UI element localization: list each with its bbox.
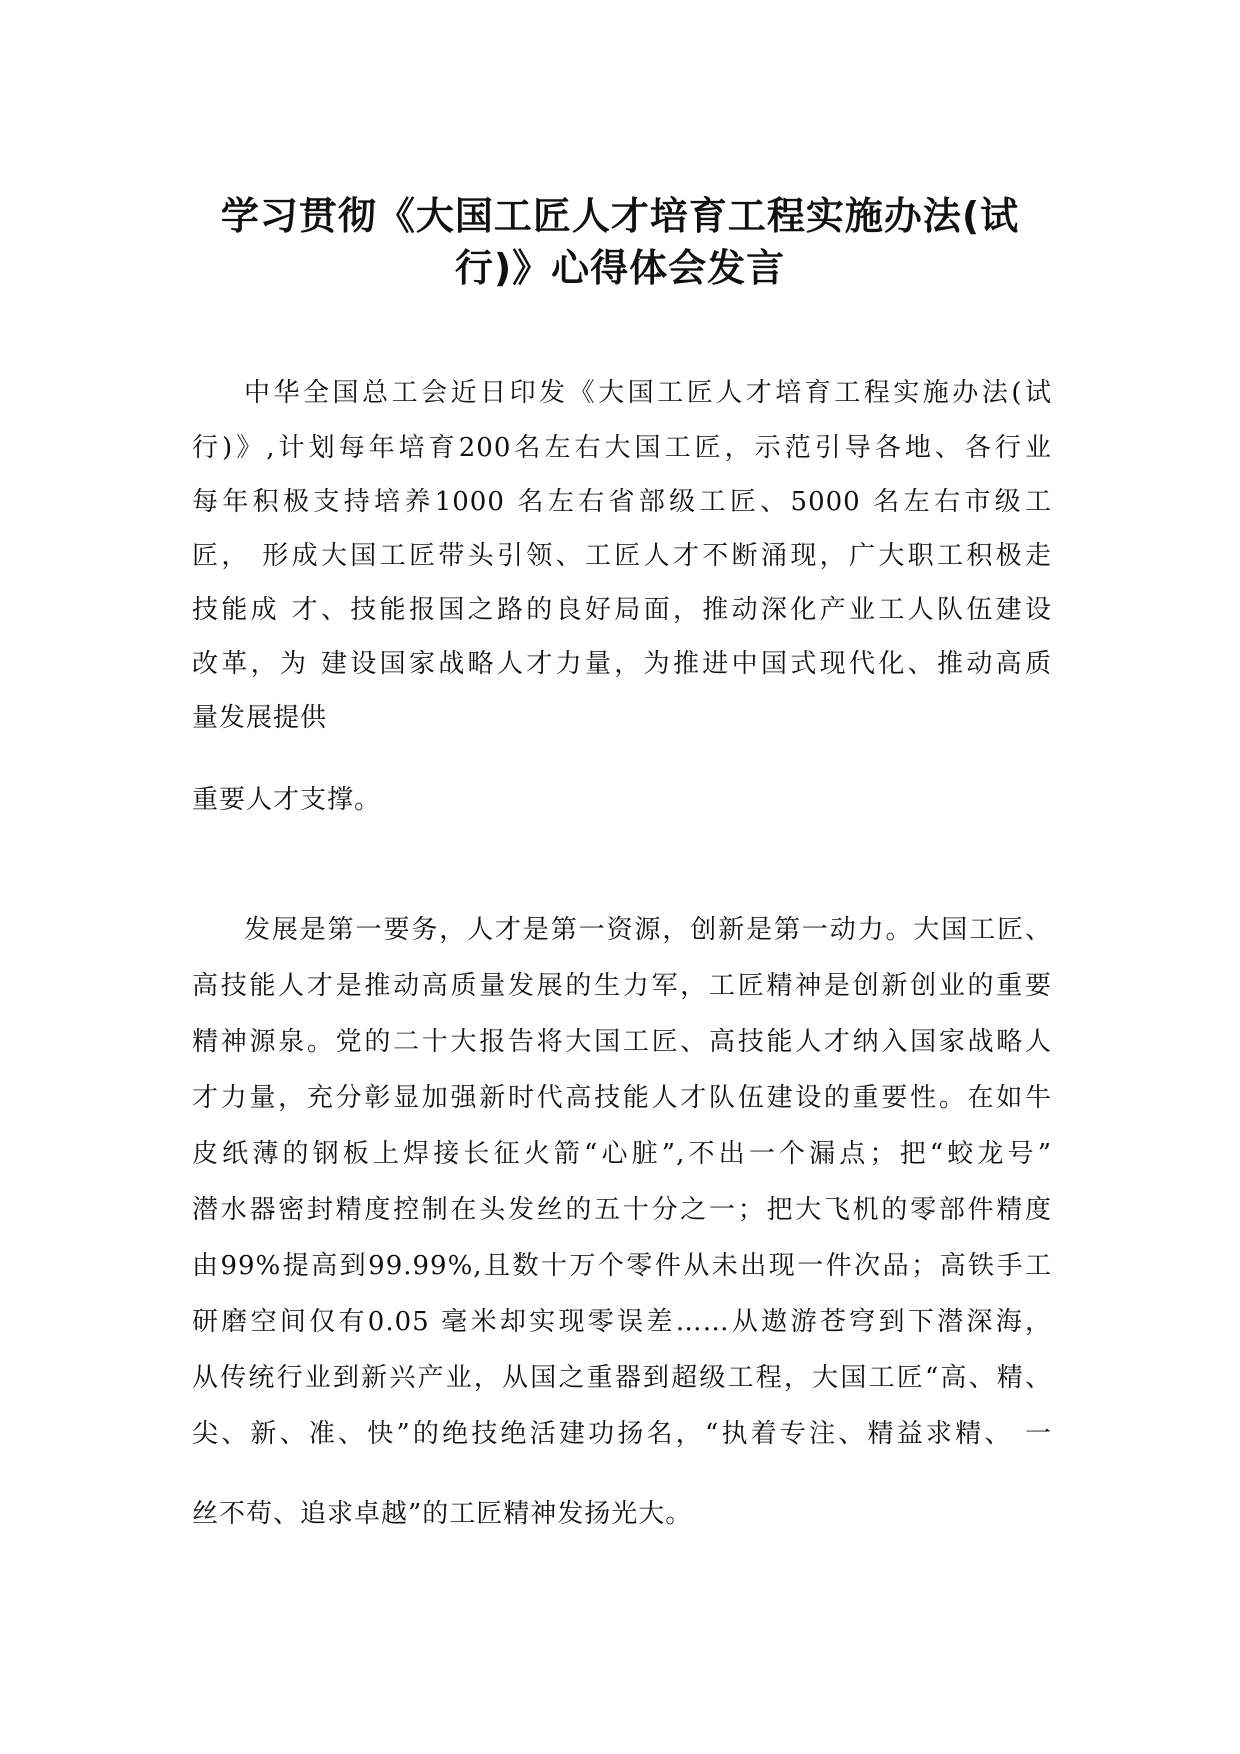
title-line-2: 行)》心得体会发言: [454, 246, 786, 290]
document-title: [200, 190, 1040, 294]
paragraph-1-line: 技能成 才、技能报国之路的良好局面，推动深化产业工人队伍建设: [192, 595, 1052, 625]
paragraph-2-line: 皮纸薄的钢板上焊接长征火箭“心脏”,不出一个漏点；把“蛟龙号”: [192, 1139, 1052, 1169]
paragraph-1-line: 匠， 形成大国工匠带头引领、工匠人才不断涌现，广大职工积极走: [192, 541, 1052, 571]
paragraph-2-line: 发展是第一要务，人才是第一资源，创新是第一动力。大国工匠、: [244, 915, 1052, 945]
paragraph-1-tail: 重要人才支撑。: [192, 785, 382, 815]
paragraph-2-line: 研磨空间仅有0.05 毫米却实现零误差……从遨游苍穹到下潜深海，: [192, 1307, 1052, 1337]
paragraph-1-line: 中华全国总工会近日印发《大国工匠人才培育工程实施办法(试: [244, 378, 1052, 408]
paragraph-1-line: 量发展提供: [192, 703, 328, 733]
paragraph-2-line: 精神源泉。党的二十大报告将大国工匠、高技能人才纳入国家战略人: [192, 1027, 1052, 1057]
paragraph-2-line: 才力量，充分彰显加强新时代高技能人才队伍建设的重要性。在如牛: [192, 1083, 1052, 1113]
paragraph-2-line: 丝不苟、追求卓越”的工匠精神发扬光大。: [192, 1499, 693, 1529]
paragraph-2-line: 潜水器密封精度控制在头发丝的五十分之一；把大飞机的零部件精度: [192, 1195, 1052, 1225]
paragraph-2-line: 由99%提高到99.99%,且数十万个零件从未出现一件次品；高铁手工: [192, 1251, 1052, 1281]
paragraph-2-line: 高技能人才是推动高质量发展的生力军，工匠精神是创新创业的重要: [192, 971, 1052, 1001]
paragraph-1-line: 改革，为 建设国家战略人才力量，为推进中国式现代化、推动高质: [192, 649, 1052, 679]
paragraph-1-line: 行)》,计划每年培育200名左右大国工匠，示范引导各地、各行业: [192, 433, 1052, 463]
paragraph-1-line: 每年积极支持培养1000 名左右省部级工匠、5000 名左右市级工: [192, 487, 1052, 517]
paragraph-2-line: 尖、新、准、快”的绝技绝活建功扬名，“执着专注、精益求精、 一: [192, 1419, 1052, 1449]
title-line-1: 学习贯彻《大国工匠人才培育工程实施办法(试: [220, 194, 1020, 238]
paragraph-2-line: 从传统行业到新兴产业，从国之重器到超级工程，大国工匠“高、精、: [192, 1363, 1052, 1393]
